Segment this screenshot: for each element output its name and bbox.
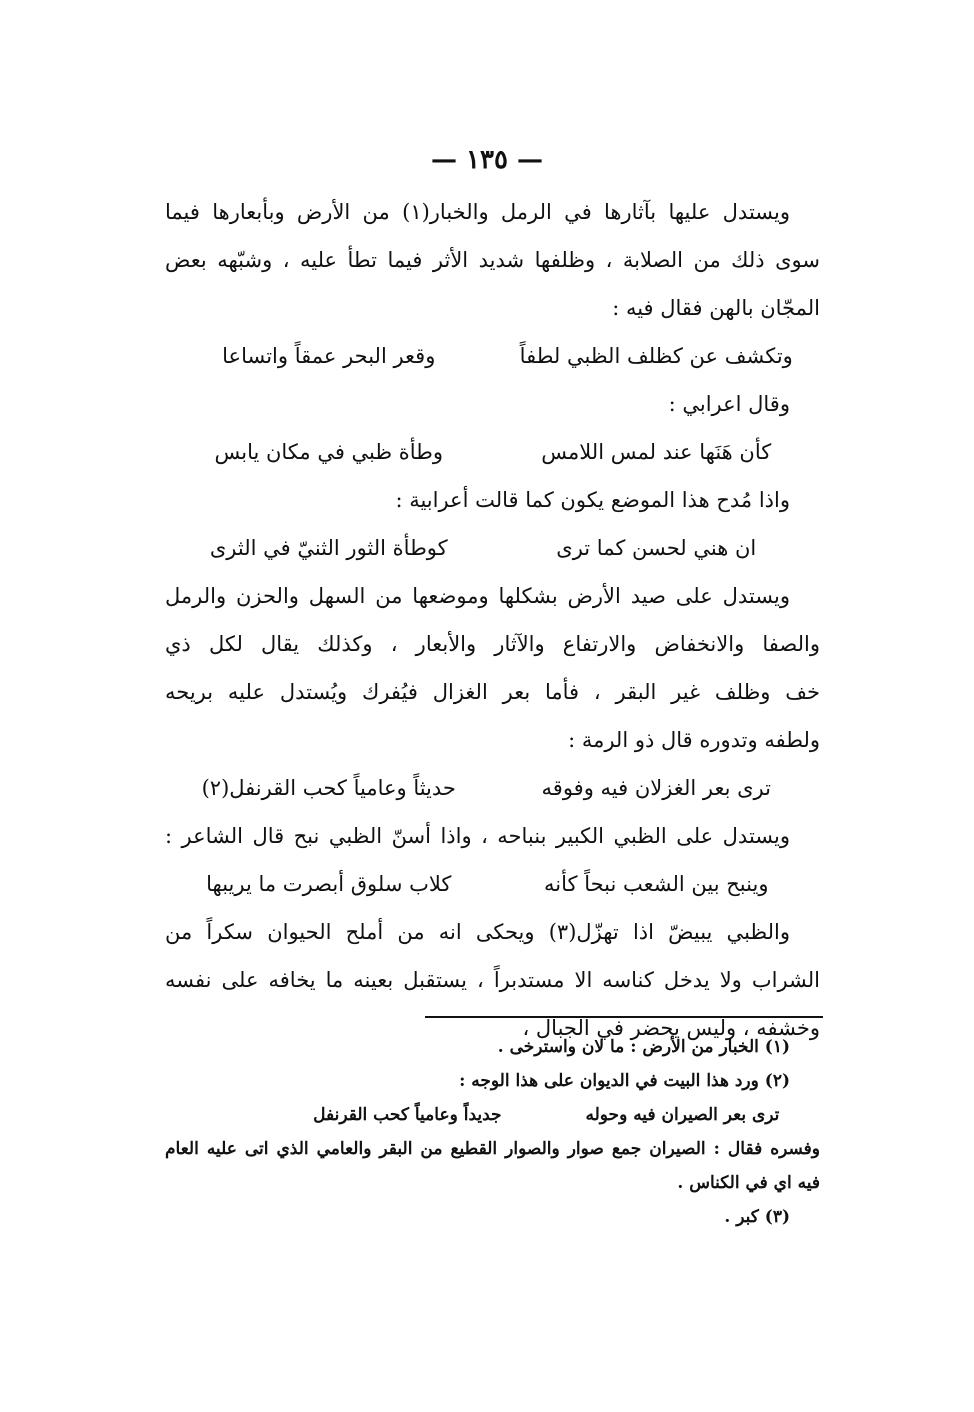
text-line: والظبي يبيضّ اذا تهزّل(٣) ويحكى انه من أملح الحيوان سكراً من: [165, 920, 791, 944]
footnote-3: (٣) كبر .: [724, 1207, 790, 1227]
verse-hemistich-left: وطأة ظبي في مكان يابس: [214, 440, 444, 464]
verse-hemistich-left: كلاب سلوق أبصرت ما يريبها: [206, 872, 452, 896]
text-line: واذا مُدح هذا الموضع يكون كما قالت أعرابية :: [395, 488, 790, 512]
verse-hemistich-left: جديداً وعامياً كحب القرنفل: [313, 1105, 502, 1125]
text-line: وخشفه ، وليس يحضر في الجبال ،: [522, 1016, 820, 1040]
text-line: ويستدل على الظبي الكبير بنباحه ، واذا أسنّ الظبي نبح قال الشاعر :: [165, 824, 790, 848]
verse-hemistich-left: حديثاً وعامياً كحب القرنفل(٢): [201, 776, 456, 800]
footnote-1: (١) الخبار من الأرض : ما لان واسترخى .: [497, 1037, 790, 1057]
verse-hemistich-left: كوطأة الثور الثنيّ في الثرى: [209, 536, 448, 560]
main-text: [165, 188, 820, 1052]
footnote-2: (٢) ورد هذا البيت في الديوان على هذا الوجه :: [459, 1071, 790, 1091]
verse-hemistich-right: ترى بعر الغزلان فيه وفوقه: [541, 776, 771, 800]
verse: [165, 428, 820, 476]
verse: [165, 860, 820, 908]
text-line: المجّان بالهن فقال فيه :: [612, 296, 820, 320]
verse-hemistich-right: كأن هَنَها عند لمس اللامس: [541, 440, 772, 464]
footnote-2-explanation-end: فيه اي في الكناس .: [677, 1173, 820, 1193]
text-line: ويستدل على صيد الأرض بشكلها وموضعها من السهل والحزن والرمل: [165, 584, 790, 608]
verse: [165, 332, 820, 380]
verse-hemistich-right: ان هني لحسن كما ترى: [556, 536, 757, 560]
verse: [165, 764, 820, 812]
text-line: وقال اعرابي :: [668, 392, 790, 416]
footnote-2-explanation: وفسره فقال : الصيران جمع صوار والصوار القطيع من البقر والعامي الذي اتى عليه العام: [165, 1139, 820, 1159]
footnote-2-verse: [165, 1098, 820, 1132]
footnote-divider: [425, 1016, 823, 1018]
text-line: ولطفه وتدوره قال ذو الرمة :: [568, 728, 820, 752]
verse-hemistich-right: وتكشف عن كظلف الظبي لطفاً: [519, 344, 793, 368]
text-line: الشراب ولا يدخل كناسه الا مستدبراً ، يستقبل بعينه ما يخافه على نفسه: [165, 968, 820, 992]
verse-hemistich-right: وينبح بين الشعب نبحاً كأنه: [544, 872, 769, 896]
verse-hemistich-right: ترى بعر الصيران فيه وحوله: [585, 1105, 780, 1125]
verse-hemistich-left: وقعر البحر عمقاً واتساعا: [222, 344, 436, 368]
footnotes: [165, 1030, 820, 1234]
text-line: خف وظلف غير البقر ، فأما بعر الغزال فيُفرك ويُستدل عليه بريحه: [165, 680, 820, 704]
text-line: سوى ذلك من الصلابة ، وظلفها شديد الأثر فيما تطأ عليه ، وشبّهه بعض: [165, 248, 820, 272]
text-line: ويستدل عليها بآثارها في الرمل والخبار(١) من الأرض وبأبعارها فيما: [165, 200, 790, 224]
verse: [165, 524, 820, 572]
text-line: والصفا والانخفاض والارتفاع والآثار والأبعار ، وكذلك يقال لكل ذي: [165, 632, 820, 656]
page-number: — ١٣٥ —: [430, 145, 544, 175]
